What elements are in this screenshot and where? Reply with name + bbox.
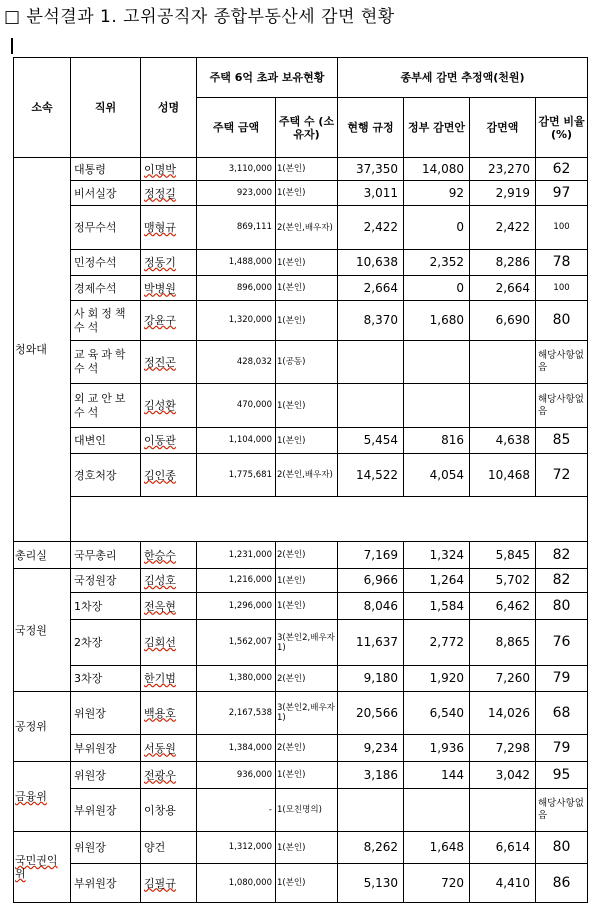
reduction-cell: 7,260 <box>470 666 536 692</box>
govt-cell: 2,772 <box>404 620 470 666</box>
position-cell: 3차장 <box>71 666 141 692</box>
tax-reduction-table <box>13 57 588 903</box>
govt-cell: 4,054 <box>404 454 470 497</box>
current-cell: 6,966 <box>338 569 404 593</box>
ratio-cell: 100 <box>536 206 588 250</box>
org-cell: 공정위 <box>14 692 71 762</box>
table-row <box>14 428 588 454</box>
amount-cell: 1,231,000 <box>197 542 276 569</box>
position-cell: 2차장 <box>71 620 141 666</box>
reduction-cell: 2,919 <box>470 181 536 206</box>
amount-cell: 1,216,000 <box>197 569 276 593</box>
owner-cell: 2(본인,배우자) <box>276 454 338 497</box>
ratio-cell: 95 <box>536 762 588 789</box>
reduction-cell <box>470 384 536 428</box>
position-cell: 위원장 <box>71 692 141 735</box>
reduction-cell: 7,298 <box>470 735 536 762</box>
ratio-cell: 72 <box>536 454 588 497</box>
position-cell: 부위원장 <box>71 735 141 762</box>
owner-cell: 2(본인,배우자) <box>276 206 338 250</box>
table-row <box>14 384 588 428</box>
table-row <box>14 250 588 276</box>
owner-cell: 2(본인) <box>276 542 338 569</box>
govt-cell: 720 <box>404 864 470 903</box>
table-row <box>14 276 588 301</box>
name-cell: 김회선 <box>141 620 197 666</box>
reduction-cell: 5,845 <box>470 542 536 569</box>
ratio-cell: 80 <box>536 593 588 620</box>
name-cell: 정동기 <box>141 250 197 276</box>
current-cell: 10,638 <box>338 250 404 276</box>
reduction-cell: 6,614 <box>470 832 536 864</box>
govt-cell: 1,936 <box>404 735 470 762</box>
owner-cell: 1(본인) <box>276 276 338 301</box>
current-cell: 14,522 <box>338 454 404 497</box>
owner-cell: 1(본인) <box>276 864 338 903</box>
amount-cell: 3,110,000 <box>197 158 276 181</box>
ratio-cell: 79 <box>536 666 588 692</box>
current-cell: 5,130 <box>338 864 404 903</box>
reduction-cell: 2,664 <box>470 276 536 301</box>
amount-cell: 1,320,000 <box>197 301 276 341</box>
current-cell: 9,234 <box>338 735 404 762</box>
owner-cell: 1(본인) <box>276 181 338 206</box>
owner-cell: 1(본인) <box>276 384 338 428</box>
name-cell: 김성호 <box>141 569 197 593</box>
org-cell: 금융위 <box>14 762 71 832</box>
owner-cell: 3(본인2,배우자1) <box>276 620 338 666</box>
govt-cell: 0 <box>404 276 470 301</box>
table-row <box>14 666 588 692</box>
org-cell: 국민권익위 <box>14 832 71 903</box>
position-cell: 경제수석 <box>71 276 141 301</box>
current-cell: 5,454 <box>338 428 404 454</box>
position-cell: 부위원장 <box>71 864 141 903</box>
owner-cell: 2(본인) <box>276 735 338 762</box>
header-current: 현행 규정 <box>338 98 404 158</box>
ratio-cell: 82 <box>536 542 588 569</box>
amount-cell: 896,000 <box>197 276 276 301</box>
name-cell: 맹형규 <box>141 206 197 250</box>
name-cell: 전옥현 <box>141 593 197 620</box>
reduction-cell <box>470 341 536 384</box>
position-cell: 외교안보수석 <box>71 384 141 428</box>
govt-cell <box>404 341 470 384</box>
ratio-cell: 76 <box>536 620 588 666</box>
header-housing-group: 주택 6억 초과 보유현황 <box>197 58 338 98</box>
amount-cell: 1,380,000 <box>197 666 276 692</box>
govt-cell: 14,080 <box>404 158 470 181</box>
amount-cell: 1,775,681 <box>197 454 276 497</box>
name-cell: 양건 <box>141 832 197 864</box>
header-row-1 <box>14 58 588 98</box>
govt-cell: 1,264 <box>404 569 470 593</box>
position-cell: 비서실장 <box>71 181 141 206</box>
table-row <box>14 762 588 789</box>
position-cell: 사회정책수석 <box>71 301 141 341</box>
current-cell: 9,180 <box>338 666 404 692</box>
govt-cell: 1,680 <box>404 301 470 341</box>
position-cell: 위원장 <box>71 832 141 864</box>
owner-cell: 2(본인) <box>276 666 338 692</box>
table-row <box>14 454 588 497</box>
position-cell: 대변인 <box>71 428 141 454</box>
position-cell: 교육과학수석 <box>71 341 141 384</box>
amount-cell: 1,080,000 <box>197 864 276 903</box>
ratio-cell: 100 <box>536 276 588 301</box>
reduction-cell <box>470 789 536 832</box>
reduction-cell: 4,410 <box>470 864 536 903</box>
owner-cell: 1(공동) <box>276 341 338 384</box>
govt-cell: 816 <box>404 428 470 454</box>
ratio-cell: 79 <box>536 735 588 762</box>
ratio-cell: 80 <box>536 832 588 864</box>
header-org: 소속 <box>14 58 71 158</box>
govt-cell: 144 <box>404 762 470 789</box>
ratio-cell: 85 <box>536 428 588 454</box>
ratio-cell: 해당사항없음 <box>536 341 588 384</box>
name-cell: 서동원 <box>141 735 197 762</box>
amount-cell: 1,312,000 <box>197 832 276 864</box>
ratio-cell: 82 <box>536 569 588 593</box>
amount-cell: 428,032 <box>197 341 276 384</box>
ratio-cell: 78 <box>536 250 588 276</box>
spacer-row <box>14 497 588 542</box>
name-cell: 이동관 <box>141 428 197 454</box>
header-name: 성명 <box>141 58 197 158</box>
org-cell: 청와대 <box>14 158 71 542</box>
current-cell <box>338 789 404 832</box>
org-cell: 총리실 <box>14 542 71 569</box>
govt-cell: 92 <box>404 181 470 206</box>
current-cell: 11,637 <box>338 620 404 666</box>
table-row <box>14 569 588 593</box>
amount-cell: 923,000 <box>197 181 276 206</box>
amount-cell: 1,104,000 <box>197 428 276 454</box>
current-cell: 7,169 <box>338 542 404 569</box>
header-housing-amount: 주택 금액 <box>197 98 276 158</box>
current-cell: 8,370 <box>338 301 404 341</box>
current-cell: 2,422 <box>338 206 404 250</box>
reduction-cell: 10,468 <box>470 454 536 497</box>
name-cell: 김성환 <box>141 384 197 428</box>
name-cell: 정진곤 <box>141 341 197 384</box>
govt-cell: 2,352 <box>404 250 470 276</box>
ratio-cell: 62 <box>536 158 588 181</box>
reduction-cell: 3,042 <box>470 762 536 789</box>
ratio-cell: 86 <box>536 864 588 903</box>
owner-cell: 1(본인) <box>276 569 338 593</box>
name-cell: 한기범 <box>141 666 197 692</box>
amount-cell: - <box>197 789 276 832</box>
name-cell: 백용호 <box>141 692 197 735</box>
header-ratio: 감면 비율 (%) <box>536 98 588 158</box>
current-cell: 37,350 <box>338 158 404 181</box>
position-cell: 민정수석 <box>71 250 141 276</box>
govt-cell <box>404 789 470 832</box>
name-cell: 김인종 <box>141 454 197 497</box>
table-row <box>14 593 588 620</box>
owner-cell: 3(본인2,배우자1) <box>276 692 338 735</box>
org-cell: 국정원 <box>14 569 71 692</box>
table-row <box>14 301 588 341</box>
owner-cell: 1(본인) <box>276 301 338 341</box>
ratio-cell: 해당사항없음 <box>536 384 588 428</box>
reduction-cell: 14,026 <box>470 692 536 735</box>
current-cell: 2,664 <box>338 276 404 301</box>
amount-cell: 1,296,000 <box>197 593 276 620</box>
table-row <box>14 692 588 735</box>
table-row <box>14 735 588 762</box>
reduction-cell: 6,462 <box>470 593 536 620</box>
govt-cell: 1,584 <box>404 593 470 620</box>
position-cell: 국정원장 <box>71 569 141 593</box>
current-cell: 8,262 <box>338 832 404 864</box>
amount-cell: 1,488,000 <box>197 250 276 276</box>
table-row <box>14 158 588 181</box>
name-cell: 이창용 <box>141 789 197 832</box>
position-cell: 1차장 <box>71 593 141 620</box>
amount-cell: 1,562,007 <box>197 620 276 666</box>
govt-cell: 1,648 <box>404 832 470 864</box>
position-cell: 정무수석 <box>71 206 141 250</box>
table-row <box>14 620 588 666</box>
ratio-cell: 80 <box>536 301 588 341</box>
owner-cell: 1(본인) <box>276 250 338 276</box>
name-cell: 전광우 <box>141 762 197 789</box>
govt-cell <box>404 384 470 428</box>
text-cursor <box>11 38 13 54</box>
current-cell <box>338 341 404 384</box>
govt-cell: 0 <box>404 206 470 250</box>
reduction-cell: 23,270 <box>470 158 536 181</box>
name-cell: 김필규 <box>141 864 197 903</box>
govt-cell: 1,324 <box>404 542 470 569</box>
reduction-cell: 6,690 <box>470 301 536 341</box>
govt-cell: 6,540 <box>404 692 470 735</box>
govt-cell: 1,920 <box>404 666 470 692</box>
current-cell: 8,046 <box>338 593 404 620</box>
amount-cell: 2,167,538 <box>197 692 276 735</box>
position-cell: 경호처장 <box>71 454 141 497</box>
header-govt: 정부 감면안 <box>404 98 470 158</box>
table-row <box>14 341 588 384</box>
reduction-cell: 4,638 <box>470 428 536 454</box>
reduction-cell: 8,286 <box>470 250 536 276</box>
reduction-cell: 2,422 <box>470 206 536 250</box>
amount-cell: 936,000 <box>197 762 276 789</box>
amount-cell: 869,111 <box>197 206 276 250</box>
header-position: 직위 <box>71 58 141 158</box>
header-housing-count: 주택 수 (소유자) <box>276 98 338 158</box>
header-reduction: 감면액 <box>470 98 536 158</box>
position-cell: 부위원장 <box>71 789 141 832</box>
ratio-cell: 97 <box>536 181 588 206</box>
table-row <box>14 181 588 206</box>
ratio-cell: 해당사항없음 <box>536 789 588 832</box>
owner-cell: 1(모친명의) <box>276 789 338 832</box>
reduction-cell: 5,702 <box>470 569 536 593</box>
current-cell: 3,186 <box>338 762 404 789</box>
current-cell: 3,011 <box>338 181 404 206</box>
table-row <box>14 832 588 864</box>
owner-cell: 1(본인) <box>276 593 338 620</box>
position-cell: 위원장 <box>71 762 141 789</box>
owner-cell: 1(본인) <box>276 832 338 864</box>
owner-cell: 1(본인) <box>276 158 338 181</box>
name-cell: 강윤구 <box>141 301 197 341</box>
name-cell: 이명박 <box>141 158 197 181</box>
position-cell: 대통령 <box>71 158 141 181</box>
ratio-cell: 68 <box>536 692 588 735</box>
current-cell <box>338 384 404 428</box>
name-cell: 정정길 <box>141 181 197 206</box>
reduction-cell: 8,865 <box>470 620 536 666</box>
table-row <box>14 864 588 903</box>
table-row <box>14 542 588 569</box>
amount-cell: 470,000 <box>197 384 276 428</box>
owner-cell: 1(본인) <box>276 762 338 789</box>
table-row <box>14 789 588 832</box>
name-cell: 한승수 <box>141 542 197 569</box>
table-row <box>14 206 588 250</box>
header-tax-group: 종부세 감면 추정액(천원) <box>338 58 588 98</box>
name-cell: 박병원 <box>141 276 197 301</box>
empty-merged-cell <box>71 497 588 542</box>
current-cell: 20,566 <box>338 692 404 735</box>
owner-cell: 1(본인) <box>276 428 338 454</box>
page-title: □ 분석결과 1. 고위공직자 종합부동산세 감면 현황 <box>4 7 395 27</box>
amount-cell: 1,384,000 <box>197 735 276 762</box>
position-cell: 국무총리 <box>71 542 141 569</box>
